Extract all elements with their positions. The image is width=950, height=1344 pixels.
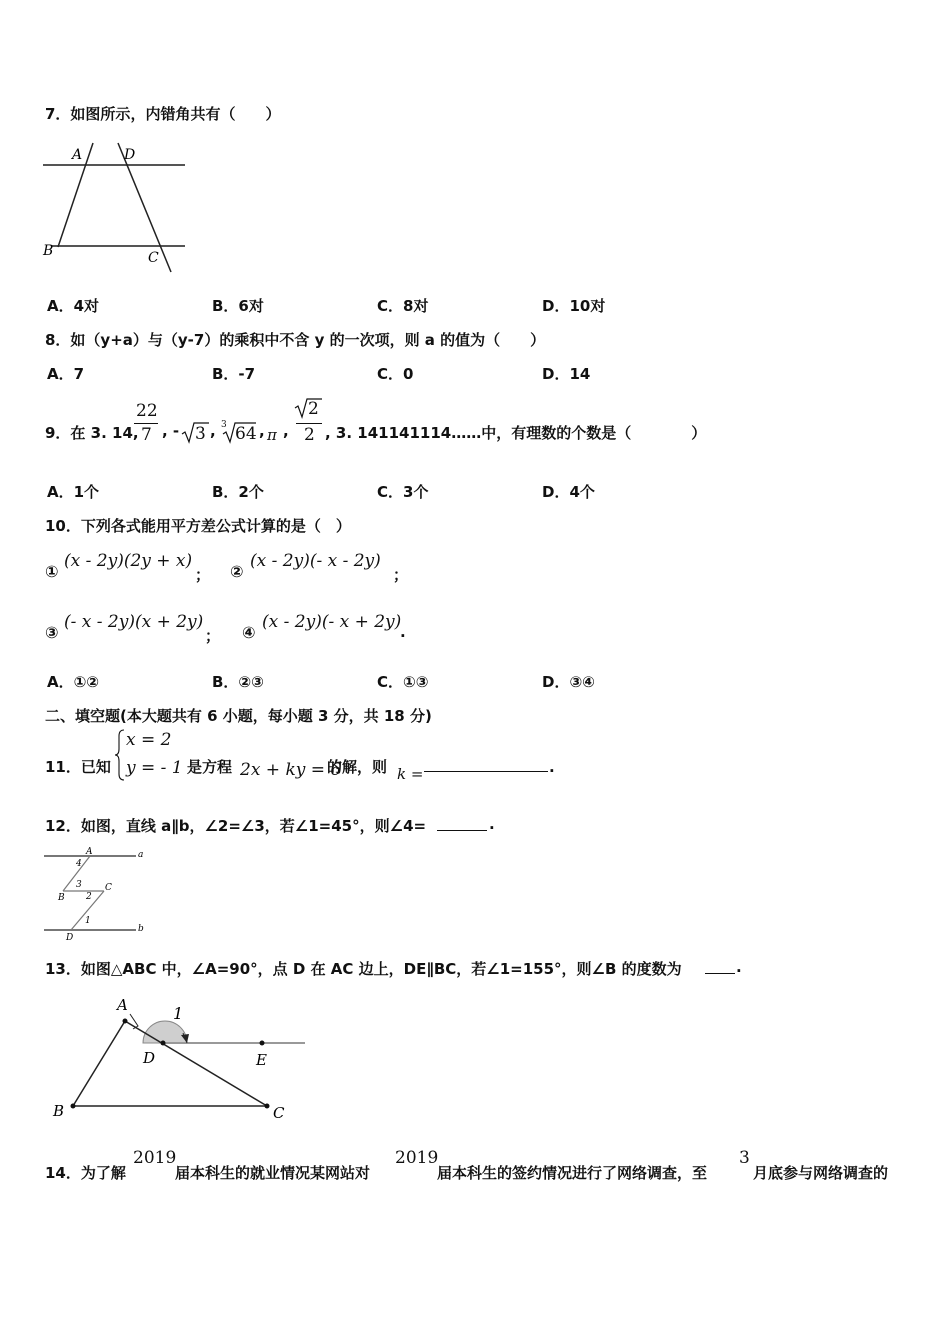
q11-k-label: k = <box>397 765 424 783</box>
q12-label-2: 2 <box>86 892 92 902</box>
q13-label-C: C <box>273 1104 285 1122</box>
q9-option-c[interactable]: C．3个 <box>377 483 429 501</box>
q10-option-b[interactable]: B．②③ <box>212 673 264 691</box>
q7-label-d: D <box>124 147 136 163</box>
q9-frac-bar <box>134 423 158 424</box>
q10-expr2: (x - 2y)(- x - 2y) <box>250 551 381 571</box>
q7-option-a[interactable]: A．4对 <box>47 297 100 315</box>
q9-suffix: , 3. 141141114……中，有理数的个数是（ ） <box>325 424 707 442</box>
q13-angle-arc <box>143 1021 187 1043</box>
q9-sqrt2-bar <box>296 423 322 424</box>
q9-option-d[interactable]: D．4个 <box>542 483 595 501</box>
q8-option-b[interactable]: B．-7 <box>212 365 256 383</box>
q10-expr4-mark: ④ <box>242 623 256 642</box>
q7-label-c: C <box>148 250 159 266</box>
q10-expr2-mark: ② <box>230 562 244 581</box>
q10-option-a[interactable]: A．①② <box>47 673 100 691</box>
q11-system-line1: x = 2 <box>126 730 172 750</box>
q11-equation: 2x + ky = 6 <box>240 760 342 780</box>
q9-sqrt2-den: 2 <box>304 425 315 445</box>
q10-option-c[interactable]: C．①③ <box>377 673 429 691</box>
q9-frac-num: 22 <box>136 401 158 421</box>
q12-label-b: b <box>138 924 144 934</box>
q12-answer-blank[interactable] <box>437 816 487 831</box>
q11-prefix: 11．已知 <box>45 758 111 776</box>
q8-stem: 8．如（y+a）与（y-7）的乘积中不含 y 的一次项，则 a 的值为（ ） <box>45 331 546 349</box>
q9-frac-den: 7 <box>141 425 152 445</box>
q13-label-E: E <box>256 1051 267 1069</box>
q7-option-c[interactable]: C．8对 <box>377 297 429 315</box>
q13-answer-blank[interactable] <box>705 959 735 974</box>
q7-label-a: A <box>72 147 83 163</box>
q14-year2: 2019 <box>395 1148 439 1168</box>
q14-year1: 2019 <box>133 1148 177 1168</box>
q8-option-d[interactable]: D．14 <box>542 365 591 383</box>
q12-stem: 12．如图，直线 a∥b，∠2=∠3，若∠1=45°，则∠4= <box>45 817 427 835</box>
q13-end: . <box>736 958 742 976</box>
q9-sep1: , - <box>162 422 180 440</box>
q7-option-b[interactable]: B．6对 <box>212 297 264 315</box>
q10-expr1-mark: ① <box>45 562 59 581</box>
q11-system-line2: y = - 1 <box>126 758 183 778</box>
q9-pi: π <box>267 426 277 444</box>
q13-label-B: B <box>53 1102 65 1120</box>
q10-option-d[interactable]: D．③④ <box>542 673 595 691</box>
q10-expr1: (x - 2y)(2y + x) <box>64 551 193 571</box>
q13-stem: 13．如图△ABC 中，∠A=90°，点 D 在 AC 边上，DE∥BC，若∠1=155°，则∠B 的度数为 <box>45 960 682 978</box>
q9-sqrt3-radicand: 3 <box>195 424 206 444</box>
q12-label-1: 1 <box>85 916 91 926</box>
q9-sep2: , <box>210 422 216 440</box>
q9-cube-radicand: 64 <box>235 424 257 444</box>
q11-end: . <box>549 758 555 776</box>
q7-figure <box>38 140 193 280</box>
q11-brace <box>114 728 126 782</box>
q10-stem: 10．下列各式能用平方差公式计算的是（ ） <box>45 517 351 535</box>
q11-mid: 是方程 <box>187 758 233 776</box>
q9-sqrt2-radicand: 2 <box>308 399 319 419</box>
q14-part4: 月底参与网络调查的 <box>753 1164 889 1182</box>
q12-label-D: D <box>66 933 74 943</box>
q14-month: 3 <box>739 1148 750 1168</box>
q14-part1: 14．为了解 <box>45 1164 126 1182</box>
q9-option-b[interactable]: B．2个 <box>212 483 264 501</box>
q10-expr4: (x - 2y)(- x + 2y) <box>262 612 402 632</box>
q9-sep3: , <box>259 422 265 440</box>
q10-expr4-end: . <box>400 623 406 641</box>
section2-heading: 二、填空题(本大题共有 6 小题，每小题 3 分，共 18 分) <box>45 707 432 725</box>
q10-expr3-mark: ③ <box>45 623 59 642</box>
q14-part3: 届本科生的签约情况进行了网络调查，至 <box>437 1164 708 1182</box>
q8-option-c[interactable]: C．0 <box>377 365 414 383</box>
q10-expr3-end: ； <box>205 627 221 645</box>
q13-label-1: 1 <box>173 1004 184 1023</box>
q13-label-A: A <box>117 996 128 1014</box>
q8-option-a[interactable]: A．7 <box>47 365 85 383</box>
q9-prefix: 9．在 3. 14, <box>45 424 139 442</box>
q11-suffix: 的解，则 <box>327 758 388 776</box>
q12-label-a: a <box>138 850 144 860</box>
q12-label-4: 4 <box>76 859 82 869</box>
q7-label-b: B <box>43 243 54 259</box>
q11-answer-blank[interactable] <box>424 757 548 772</box>
q12-label-C: C <box>105 883 112 893</box>
q12-label-A: A <box>86 847 93 857</box>
q10-expr2-end: ； <box>393 566 409 584</box>
q10-expr3: (- x - 2y)(x + 2y) <box>64 612 204 632</box>
q10-expr1-end: ； <box>195 566 211 584</box>
q9-cube-index: 3 <box>221 420 227 430</box>
q12-figure <box>42 843 152 943</box>
q9-sep4: , <box>283 422 289 440</box>
q13-figure <box>45 990 310 1125</box>
q13-label-D: D <box>143 1049 156 1067</box>
q14-part2: 届本科生的就业情况某网站对 <box>175 1164 371 1182</box>
q12-label-B: B <box>58 893 65 903</box>
q12-end: . <box>489 815 495 833</box>
q7-stem: 7．如图所示，内错角共有（ ） <box>45 105 281 123</box>
q9-option-a[interactable]: A．1个 <box>47 483 100 501</box>
q12-label-3: 3 <box>76 880 82 890</box>
q7-option-d[interactable]: D．10对 <box>542 297 606 315</box>
